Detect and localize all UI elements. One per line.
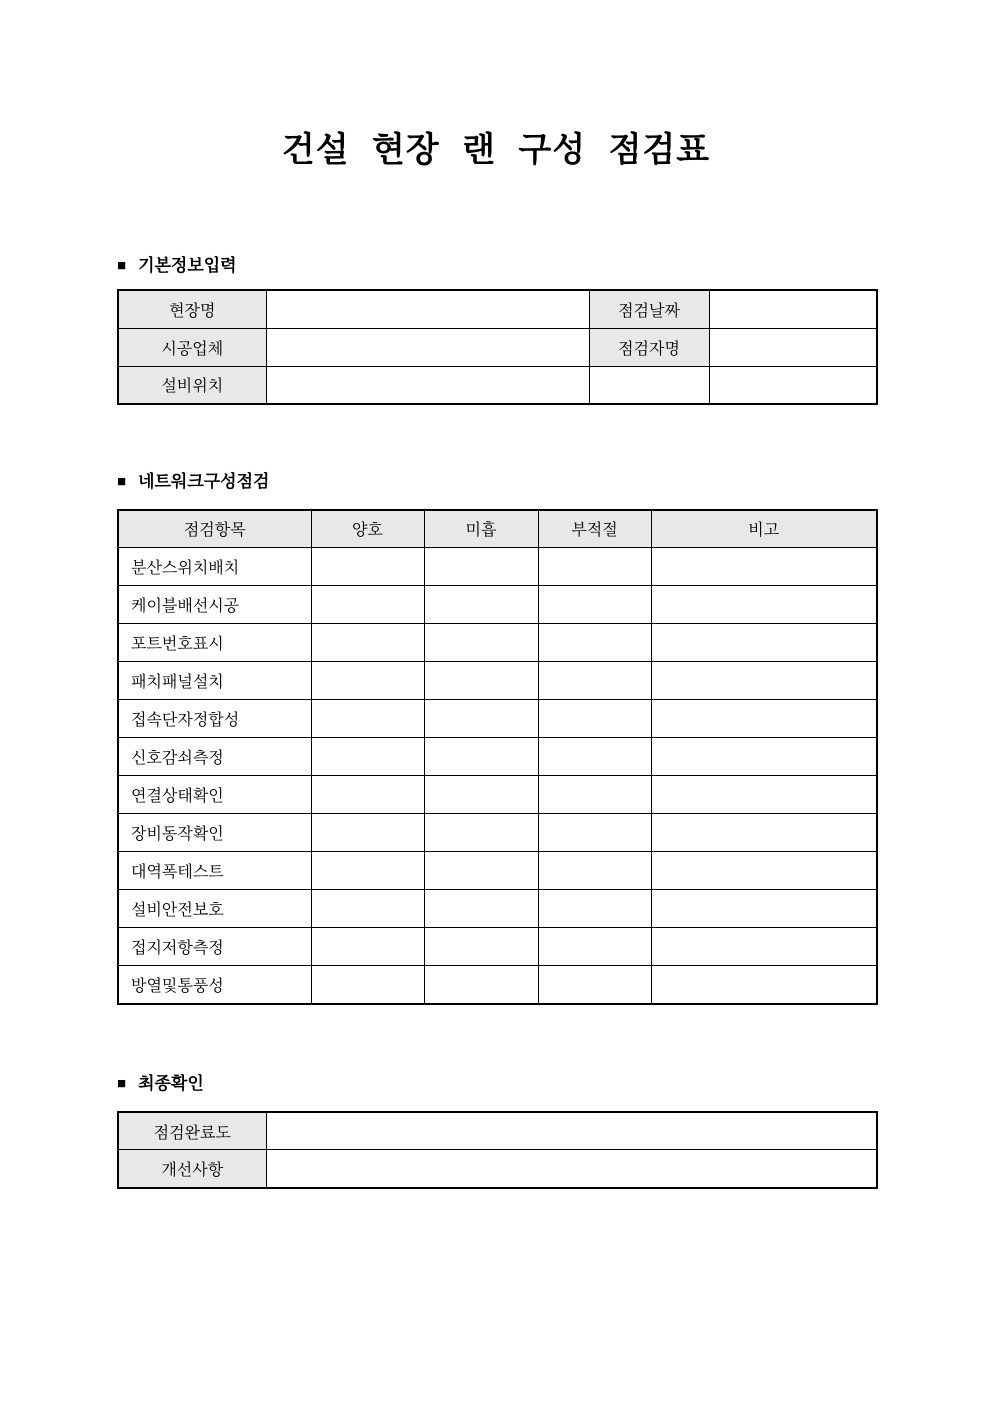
check-cell-inappropriate <box>538 548 651 586</box>
remarks-cell <box>651 548 877 586</box>
network-check-table <box>117 509 878 1005</box>
remarks-cell <box>651 700 877 738</box>
table-row <box>118 586 877 624</box>
table-row <box>118 662 877 700</box>
remarks-cell <box>651 852 877 890</box>
check-cell-inappropriate <box>538 928 651 966</box>
table-row <box>118 738 877 776</box>
check-cell-insufficient <box>424 814 538 852</box>
check-cell-good <box>311 586 424 624</box>
column-header: 점검항목 <box>118 510 311 548</box>
square-bullet-icon: ■ <box>117 1074 127 1092</box>
check-cell-good <box>311 776 424 814</box>
section-title: 네트워크구성점검 <box>138 472 270 492</box>
table-row <box>118 366 877 404</box>
field-value-cell <box>709 290 877 328</box>
section-heading-network-check <box>117 472 876 492</box>
check-cell-insufficient <box>424 966 538 1004</box>
page-title: 건설 현장 랜 구성 점검표 <box>281 131 711 169</box>
field-label-cell: 시공업체 <box>118 328 266 366</box>
check-item-label: 패치패널설치 <box>118 662 311 700</box>
remarks-cell <box>651 928 877 966</box>
check-item-label: 포트번호표시 <box>118 624 311 662</box>
check-cell-good <box>311 852 424 890</box>
field-label-cell: 설비위치 <box>118 366 266 404</box>
check-item-label: 대역폭테스트 <box>118 852 311 890</box>
check-item-label: 접속단자정합성 <box>118 700 311 738</box>
check-cell-good <box>311 928 424 966</box>
check-cell-insufficient <box>424 738 538 776</box>
check-cell-good <box>311 890 424 928</box>
field-value-cell <box>266 366 589 404</box>
field-value-cell <box>709 366 877 404</box>
field-value-cell <box>709 328 877 366</box>
check-cell-insufficient <box>424 624 538 662</box>
field-value-cell <box>266 328 589 366</box>
table-row <box>118 624 877 662</box>
check-cell-inappropriate <box>538 776 651 814</box>
check-cell-inappropriate <box>538 624 651 662</box>
check-cell-inappropriate <box>538 662 651 700</box>
check-cell-insufficient <box>424 548 538 586</box>
field-value-cell <box>266 1112 877 1150</box>
field-value-cell <box>589 366 709 404</box>
check-cell-good <box>311 814 424 852</box>
section-title: 기본정보입력 <box>138 255 237 275</box>
check-item-label: 장비동작확인 <box>118 814 311 852</box>
column-header: 비고 <box>651 510 877 548</box>
table-header-row <box>118 510 877 548</box>
table-row <box>118 852 877 890</box>
check-cell-insufficient <box>424 776 538 814</box>
check-cell-insufficient <box>424 890 538 928</box>
check-cell-insufficient <box>424 852 538 890</box>
check-cell-insufficient <box>424 928 538 966</box>
check-cell-inappropriate <box>538 890 651 928</box>
table-row <box>118 776 877 814</box>
table-row <box>118 890 877 928</box>
check-cell-good <box>311 738 424 776</box>
check-cell-inappropriate <box>538 700 651 738</box>
table-row <box>118 928 877 966</box>
column-header: 양호 <box>311 510 424 548</box>
table-row <box>118 1112 877 1150</box>
table-row <box>118 814 877 852</box>
check-cell-insufficient <box>424 662 538 700</box>
final-check-table <box>117 1111 878 1189</box>
column-header: 미흡 <box>424 510 538 548</box>
section-heading-basic-info <box>117 256 876 276</box>
field-label-cell: 점검자명 <box>589 328 709 366</box>
check-cell-good <box>311 700 424 738</box>
remarks-cell <box>651 890 877 928</box>
check-item-label: 신호감쇠측정 <box>118 738 311 776</box>
section-title: 최종확인 <box>138 1073 204 1093</box>
check-cell-good <box>311 624 424 662</box>
remarks-cell <box>651 624 877 662</box>
check-cell-good <box>311 662 424 700</box>
table-row <box>118 1150 877 1188</box>
field-value-cell <box>266 1150 877 1188</box>
check-item-label: 접지저항측정 <box>118 928 311 966</box>
check-cell-good <box>311 966 424 1004</box>
field-value-cell <box>266 290 589 328</box>
field-label-cell: 개선사항 <box>118 1150 266 1188</box>
check-item-label: 분산스위치배치 <box>118 548 311 586</box>
field-label-cell: 점검날짜 <box>589 290 709 328</box>
remarks-cell <box>651 814 877 852</box>
check-cell-inappropriate <box>538 852 651 890</box>
basic-info-table <box>117 289 878 405</box>
square-bullet-icon: ■ <box>117 256 127 274</box>
table-row <box>118 290 877 328</box>
remarks-cell <box>651 966 877 1004</box>
check-item-label: 설비안전보호 <box>118 890 311 928</box>
check-cell-good <box>311 548 424 586</box>
remarks-cell <box>651 776 877 814</box>
check-cell-insufficient <box>424 586 538 624</box>
remarks-cell <box>651 738 877 776</box>
section-heading-final-check <box>117 1074 876 1094</box>
field-label-cell: 점검완료도 <box>118 1112 266 1150</box>
check-item-label: 케이블배선시공 <box>118 586 311 624</box>
field-label-cell: 현장명 <box>118 290 266 328</box>
column-header: 부적절 <box>538 510 651 548</box>
check-cell-inappropriate <box>538 586 651 624</box>
check-item-label: 연결상태확인 <box>118 776 311 814</box>
table-row <box>118 548 877 586</box>
document-content <box>117 256 876 1189</box>
table-row <box>118 966 877 1004</box>
table-row <box>118 328 877 366</box>
check-cell-inappropriate <box>538 738 651 776</box>
check-item-label: 방열및통풍성 <box>118 966 311 1004</box>
check-cell-insufficient <box>424 700 538 738</box>
table-row <box>118 700 877 738</box>
square-bullet-icon: ■ <box>117 473 127 491</box>
check-cell-inappropriate <box>538 814 651 852</box>
remarks-cell <box>651 662 877 700</box>
remarks-cell <box>651 586 877 624</box>
check-cell-inappropriate <box>538 966 651 1004</box>
